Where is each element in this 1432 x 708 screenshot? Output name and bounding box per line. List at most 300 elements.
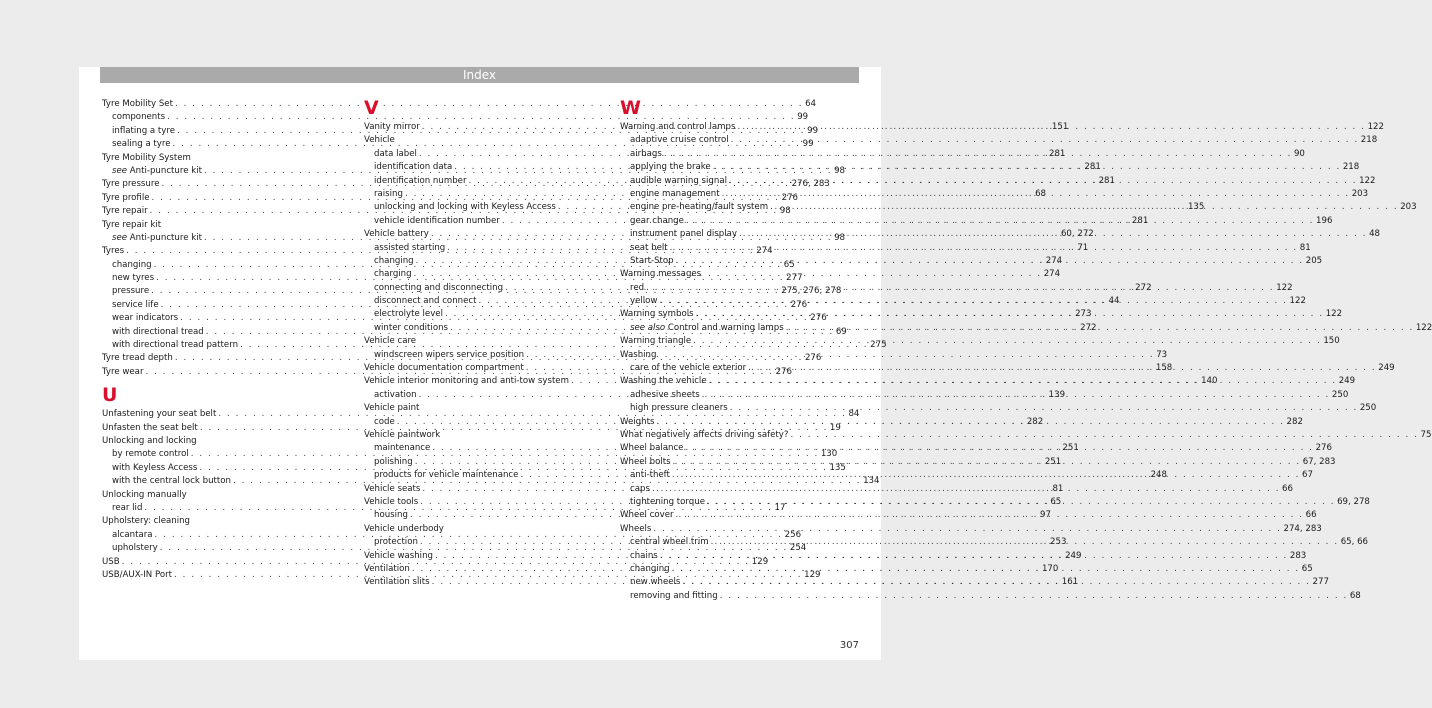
index-term-text: Vehicle tools bbox=[364, 496, 419, 507]
index-page-ref: 281 bbox=[1098, 175, 1115, 186]
index-term-text: What negatively affects driving safety? bbox=[620, 429, 789, 440]
dot-leader bbox=[720, 590, 1348, 603]
index-term bbox=[102, 422, 198, 435]
index-term bbox=[374, 322, 448, 335]
index-term-text: Vehicle care bbox=[364, 336, 417, 347]
index-page-ref: 64 bbox=[805, 99, 816, 109]
index-term-text: vehicle identification number bbox=[374, 215, 500, 226]
index-page-ref: 274 bbox=[756, 246, 773, 257]
index-entry bbox=[620, 416, 1303, 429]
index-term bbox=[374, 536, 418, 549]
index-term-text: seat belt bbox=[630, 242, 668, 253]
index-entry bbox=[620, 134, 1378, 147]
index-term bbox=[630, 188, 720, 201]
index-term bbox=[102, 192, 150, 205]
index-page-ref: 249 bbox=[1338, 376, 1356, 387]
index-term-text: Ventilation slits bbox=[364, 577, 430, 588]
index-term-text: Wheels bbox=[620, 523, 652, 534]
index-entry bbox=[102, 462, 846, 475]
index-term-text: Washing the vehicle bbox=[620, 376, 707, 387]
index-entry bbox=[620, 268, 856, 281]
index-page-ref: 150 bbox=[1323, 336, 1340, 347]
index-page-ref: 205 bbox=[1305, 255, 1323, 266]
index-term bbox=[364, 496, 418, 509]
index-term-text: raising bbox=[374, 188, 403, 199]
index-term bbox=[364, 375, 569, 388]
index-page-ref: 73 bbox=[1156, 349, 1168, 360]
index-term bbox=[112, 339, 238, 352]
index-term bbox=[630, 201, 768, 214]
index-term-text: Ventilation bbox=[364, 563, 410, 574]
index-page-ref: 203 bbox=[1400, 202, 1417, 213]
index-page-ref: 134 bbox=[863, 476, 880, 487]
index-page-ref: 274 bbox=[1045, 255, 1063, 266]
index-entry bbox=[620, 590, 1361, 603]
index-term bbox=[102, 569, 172, 582]
index-term bbox=[620, 416, 654, 429]
dot-leader bbox=[711, 536, 1339, 549]
index-term-text: Unlocking and locking bbox=[102, 435, 197, 446]
index-page-ref: 277 bbox=[1312, 577, 1329, 588]
dot-leader bbox=[656, 416, 1284, 429]
index-term bbox=[364, 402, 419, 415]
index-term-text: Washing bbox=[620, 349, 657, 360]
dot-leader bbox=[676, 255, 1304, 268]
index-page-ref: 129 bbox=[751, 556, 769, 567]
index-page-ref: 135 bbox=[1187, 202, 1205, 213]
dot-leader bbox=[652, 483, 1280, 496]
index-term-text: with directional tread bbox=[112, 326, 204, 337]
index-term bbox=[364, 335, 416, 348]
index-term-text: windscreen wipers service position bbox=[374, 349, 525, 360]
index-term bbox=[364, 121, 420, 134]
index-term bbox=[102, 515, 190, 528]
index-page-ref: 75 bbox=[1420, 429, 1432, 440]
index-letter-heading: U bbox=[102, 384, 118, 407]
index-term-text: Unlocking manually bbox=[102, 489, 187, 500]
index-term bbox=[112, 138, 171, 151]
index-page-ref: 272 bbox=[1080, 322, 1097, 333]
index-term bbox=[630, 322, 784, 335]
index-term bbox=[620, 268, 701, 281]
index-term-text: pressure bbox=[112, 286, 150, 297]
index-term bbox=[630, 590, 718, 603]
index-term bbox=[620, 523, 651, 536]
index-term bbox=[374, 295, 476, 308]
index-term bbox=[620, 429, 788, 442]
index-term-text: removing and fitting bbox=[630, 590, 718, 601]
index-term-text: engine pre-heating/fault system bbox=[630, 202, 769, 213]
index-page-ref: 69, 278 bbox=[1337, 496, 1370, 507]
index-page-ref: 17 bbox=[774, 502, 786, 513]
dot-leader bbox=[686, 215, 1314, 228]
dot-leader bbox=[729, 175, 1357, 188]
index-entry bbox=[102, 569, 821, 582]
index-page-ref: 66 bbox=[1282, 483, 1293, 494]
index-page-ref: 135 bbox=[829, 462, 846, 473]
index-page-ref: 275 bbox=[870, 340, 887, 351]
index-term bbox=[620, 121, 735, 134]
index-term-text: Vehicle bbox=[364, 135, 395, 146]
index-term bbox=[620, 509, 674, 522]
index-term-text: Vanity mirror bbox=[364, 122, 420, 132]
see-reference-label: see bbox=[112, 165, 128, 176]
index-page-ref: 161 bbox=[1061, 577, 1079, 588]
index-page-ref: 140 bbox=[1201, 376, 1218, 387]
index-term-text: gear change bbox=[630, 215, 684, 226]
index-page-ref: 129 bbox=[804, 569, 821, 580]
index-page-ref: 122 bbox=[1415, 322, 1432, 333]
dot-leader bbox=[730, 402, 1358, 415]
index-term bbox=[630, 362, 746, 375]
index-term bbox=[630, 469, 670, 482]
index-term bbox=[374, 255, 414, 268]
index-term-text: USB/AUX-IN Port bbox=[102, 569, 172, 580]
dot-leader bbox=[682, 576, 1310, 589]
index-term bbox=[112, 272, 154, 285]
index-term-text: audible warning signal bbox=[630, 175, 727, 186]
dot-leader bbox=[664, 148, 1292, 161]
index-term bbox=[102, 352, 173, 365]
index-term-text: with directional tread pattern bbox=[112, 340, 239, 351]
index-page-ref: 99 bbox=[802, 139, 814, 150]
dot-leader bbox=[676, 509, 1304, 522]
index-page-ref: 44 bbox=[1108, 296, 1120, 307]
index-page-ref: 273 bbox=[1075, 309, 1092, 320]
index-term-text: activation bbox=[374, 389, 417, 400]
index-term-text: electrolyte level bbox=[374, 309, 443, 320]
index-term bbox=[112, 299, 159, 312]
index-term-text: charging bbox=[374, 269, 412, 280]
index-term-text: Tyre repair kit bbox=[102, 219, 162, 230]
dot-leader bbox=[660, 550, 1288, 563]
index-term-text: Tyre pressure bbox=[102, 179, 160, 190]
index-entry bbox=[102, 435, 338, 448]
index-term bbox=[102, 152, 191, 165]
index-page-ref: 253 bbox=[1050, 537, 1067, 548]
index-term bbox=[374, 308, 443, 321]
index-term bbox=[620, 456, 671, 469]
index-page-ref: 98 bbox=[834, 165, 846, 176]
index-term-text: care of the vehicle exterior bbox=[630, 363, 747, 374]
index-term bbox=[102, 205, 148, 218]
index-term bbox=[364, 483, 420, 496]
index-term-text: Anti-puncture kit bbox=[129, 165, 202, 176]
index-term-text: Vehicle underbody bbox=[364, 523, 444, 534]
index-page-ref: 71 bbox=[1077, 242, 1089, 253]
index-term-text: Weights bbox=[620, 416, 655, 427]
index-page-ref: 281 bbox=[1131, 215, 1149, 226]
index-term-text: upholstery bbox=[112, 543, 158, 554]
index-term bbox=[112, 448, 189, 461]
index-term-text: protection bbox=[374, 537, 418, 548]
index-entry bbox=[102, 502, 786, 515]
page-header: Index bbox=[100, 67, 859, 83]
index-term-text: changing bbox=[630, 563, 670, 574]
index-page-ref: 122 bbox=[1367, 122, 1384, 132]
index-term-text: Vehicle washing bbox=[364, 550, 433, 561]
dot-leader bbox=[672, 563, 1300, 576]
index-term bbox=[374, 442, 430, 455]
index-page-ref: 158 bbox=[1155, 363, 1173, 374]
index-page-ref: 250 bbox=[1331, 389, 1349, 400]
index-page-ref: 19 bbox=[829, 422, 841, 433]
index-term-text: Vehicle documentation compartment bbox=[364, 363, 524, 374]
dot-leader bbox=[722, 188, 1350, 201]
index-term bbox=[112, 285, 149, 298]
index-page-ref: 218 bbox=[1360, 135, 1378, 146]
index-term bbox=[630, 255, 674, 268]
index-page-ref: 66 bbox=[1305, 510, 1317, 521]
index-page-ref: 97 bbox=[1040, 510, 1051, 521]
index-page-ref: 65 bbox=[783, 259, 795, 270]
index-term bbox=[374, 268, 412, 281]
index-page-ref: 139 bbox=[1048, 389, 1066, 400]
index-term bbox=[374, 242, 445, 255]
dot-leader bbox=[786, 322, 1414, 335]
index-page-ref: 81 bbox=[1299, 242, 1311, 253]
index-term bbox=[374, 215, 500, 228]
index-term bbox=[620, 349, 656, 362]
index-term bbox=[630, 215, 684, 228]
index-term bbox=[630, 483, 650, 496]
index-term bbox=[630, 228, 737, 241]
index-term-text: Tyre Mobility System bbox=[102, 152, 191, 163]
dot-leader bbox=[770, 201, 1398, 214]
index-term bbox=[630, 282, 644, 295]
index-page-ref: 69 bbox=[835, 326, 847, 337]
index-term bbox=[112, 475, 231, 488]
index-term-text: USB bbox=[102, 556, 120, 567]
see-reference-label: see also bbox=[630, 322, 666, 333]
index-page-ref: 281 bbox=[1048, 148, 1066, 159]
index-page-ref: 283 bbox=[1289, 550, 1307, 561]
index-page-ref: 254 bbox=[789, 543, 807, 554]
index-page-ref: 251 bbox=[1044, 456, 1062, 467]
index-term bbox=[630, 550, 658, 563]
index-term-text: adhesive sheets bbox=[630, 389, 700, 400]
index-page-ref: 249 bbox=[1378, 363, 1395, 374]
index-term-text: Tyres bbox=[102, 246, 125, 257]
index-term-text: wear indicators bbox=[112, 313, 179, 324]
index-page-ref: 99 bbox=[807, 125, 819, 136]
index-term bbox=[102, 366, 143, 379]
index-term-text: with Keyless Access bbox=[112, 462, 198, 473]
index-term-text: Tyre repair bbox=[102, 206, 148, 217]
index-term-text: winter conditions bbox=[374, 322, 448, 333]
index-term-text: Upholstery: cleaning bbox=[102, 516, 190, 527]
index-term-text: new wheels bbox=[630, 577, 681, 588]
index-term bbox=[620, 308, 694, 321]
index-term-text: inflating a tyre bbox=[112, 125, 175, 136]
index-entry bbox=[620, 429, 1432, 442]
index-page-ref: 65 bbox=[1301, 563, 1313, 574]
index-term-text: Warning triangle bbox=[620, 336, 692, 347]
index-page-ref: 60, 272 bbox=[1060, 229, 1094, 240]
index-page-ref: 274, 283 bbox=[1283, 523, 1322, 534]
index-term bbox=[112, 259, 152, 272]
index-page-ref: 251 bbox=[1062, 443, 1079, 454]
index-term bbox=[630, 242, 668, 255]
dot-leader bbox=[739, 228, 1367, 241]
index-term bbox=[630, 148, 662, 161]
index-page-ref: 282 bbox=[1286, 416, 1303, 427]
index-term-text: Tyre profile bbox=[102, 192, 150, 203]
index-term-text: products for vehicle maintenance bbox=[374, 470, 519, 481]
index-term bbox=[374, 509, 408, 522]
index-page-ref: 130 bbox=[820, 449, 838, 460]
index-term bbox=[630, 496, 705, 509]
index-page-ref: 151 bbox=[1051, 122, 1069, 132]
index-page-ref: 276, 283 bbox=[791, 179, 830, 190]
index-page-ref: 122 bbox=[1289, 296, 1306, 307]
index-term-text: Tyre Mobility Set bbox=[102, 99, 173, 109]
index-term bbox=[112, 165, 202, 178]
index-page-ref: 274 bbox=[1043, 269, 1061, 280]
index-term bbox=[364, 362, 524, 375]
index-page-ref: 196 bbox=[1316, 215, 1333, 226]
dot-leader bbox=[685, 442, 1313, 455]
dot-leader bbox=[748, 362, 1376, 375]
index-page-ref: 277 bbox=[786, 273, 803, 284]
index-page-ref: 276 bbox=[810, 313, 827, 324]
dot-leader bbox=[672, 469, 1300, 482]
index-entry bbox=[364, 335, 600, 348]
index-entry bbox=[102, 111, 809, 124]
index-entry bbox=[364, 523, 600, 536]
index-term bbox=[102, 98, 173, 111]
index-page-ref: 256 bbox=[784, 529, 802, 540]
index-page-ref: 276 bbox=[781, 192, 799, 203]
index-term-text: maintenance bbox=[374, 443, 431, 454]
index-term bbox=[630, 402, 728, 415]
index-page-ref: 68 bbox=[1349, 590, 1361, 601]
index-page-ref: 84 bbox=[848, 409, 860, 420]
index-term-text: alcantara bbox=[112, 529, 153, 540]
index-page-ref: 276 bbox=[1315, 443, 1332, 454]
index-term bbox=[630, 295, 657, 308]
index-page-ref: 203 bbox=[1351, 188, 1369, 199]
index-term-text: chains bbox=[630, 550, 658, 561]
index-term-text: Wheel balance bbox=[620, 443, 684, 454]
index-term-text: engine management bbox=[630, 188, 720, 199]
index-term-text: with the central lock button bbox=[112, 476, 231, 487]
index-term-text: disconnect and connect bbox=[374, 296, 477, 307]
index-term bbox=[112, 326, 204, 339]
index-term-text: caps bbox=[630, 483, 650, 494]
index-term-text: Warning and control lamps bbox=[620, 122, 736, 132]
index-term bbox=[112, 232, 202, 245]
index-term-text: rear lid bbox=[112, 502, 143, 513]
index-term-text: anti-theft bbox=[630, 470, 670, 481]
index-term-text: Vehicle seats bbox=[364, 483, 421, 494]
index-term-text: Vehicle battery bbox=[364, 229, 429, 240]
index-term bbox=[364, 523, 444, 536]
index-page-ref: 99 bbox=[797, 112, 809, 123]
index-term bbox=[374, 282, 503, 295]
index-term-text: Wheel bolts bbox=[620, 456, 671, 467]
index-term bbox=[102, 489, 187, 502]
index-term bbox=[112, 312, 178, 325]
index-term-text: sealing a tyre bbox=[112, 139, 171, 150]
index-page-ref: 276 bbox=[790, 299, 808, 310]
index-term-text: red bbox=[630, 282, 645, 293]
index-entry bbox=[102, 98, 816, 111]
index-term bbox=[374, 456, 413, 469]
dot-leader bbox=[731, 134, 1359, 147]
index-page-ref: 122 bbox=[1276, 282, 1293, 293]
index-term bbox=[374, 416, 395, 429]
index-entry bbox=[102, 219, 338, 232]
index-term-text: data label bbox=[374, 148, 417, 159]
index-term bbox=[102, 178, 159, 191]
index-term-text: assisted starting bbox=[374, 242, 446, 253]
index-term bbox=[374, 148, 417, 161]
index-term-text: Warning symbols bbox=[620, 309, 694, 320]
index-page-ref: 90 bbox=[1293, 148, 1305, 159]
index-page-ref: 67 bbox=[1302, 470, 1313, 481]
index-term-text: yellow bbox=[630, 296, 658, 307]
index-entry bbox=[102, 489, 338, 502]
index-term bbox=[374, 389, 417, 402]
index-term bbox=[364, 563, 410, 576]
index-term bbox=[112, 462, 197, 475]
index-term bbox=[374, 469, 518, 482]
index-term-text: new tyres bbox=[112, 273, 155, 284]
index-term bbox=[620, 442, 683, 455]
index-term bbox=[112, 125, 175, 138]
index-page-ref: 67, 283 bbox=[1302, 456, 1336, 467]
dot-leader bbox=[737, 121, 1365, 134]
index-term-text: Tyre tread depth bbox=[102, 353, 173, 364]
index-term bbox=[374, 188, 403, 201]
index-term bbox=[364, 228, 429, 241]
index-term bbox=[630, 161, 711, 174]
index-term bbox=[364, 550, 433, 563]
index-term-text: Tyre wear bbox=[102, 366, 144, 377]
index-page-ref: 249 bbox=[1065, 550, 1082, 561]
index-term bbox=[630, 175, 727, 188]
index-entry bbox=[102, 529, 802, 542]
index-page-ref: 98 bbox=[779, 206, 791, 217]
index-term bbox=[364, 134, 395, 147]
index-entry bbox=[364, 429, 600, 442]
index-page-ref: 282 bbox=[1026, 416, 1044, 427]
index-term bbox=[102, 219, 161, 232]
index-entry bbox=[620, 523, 1322, 536]
dot-leader bbox=[693, 335, 1321, 348]
dot-leader bbox=[790, 429, 1418, 442]
index-term-text: Control and warning lamps bbox=[667, 322, 784, 333]
index-letter-heading: W bbox=[620, 97, 641, 119]
index-term-text: changing bbox=[112, 259, 152, 270]
index-page-ref: 68 bbox=[1035, 188, 1047, 199]
index-term-text: changing bbox=[374, 255, 414, 266]
index-page-ref: 275, 276, 278 bbox=[781, 286, 842, 297]
index-term-text: polishing bbox=[374, 456, 413, 467]
index-term bbox=[620, 375, 707, 388]
index-term-text: unlocking and locking with Keyless Access bbox=[374, 202, 556, 213]
dot-leader bbox=[702, 389, 1330, 402]
index-term-text: Vehicle paint bbox=[364, 403, 420, 414]
dot-leader bbox=[673, 456, 1301, 469]
index-entry bbox=[364, 134, 600, 147]
index-term bbox=[630, 563, 670, 576]
index-letter-heading: V bbox=[364, 97, 379, 119]
index-page-ref: 170 bbox=[1041, 563, 1059, 574]
index-term-text: Wheel cover bbox=[620, 510, 674, 521]
index-term-text: Vehicle paintwork bbox=[364, 429, 441, 440]
